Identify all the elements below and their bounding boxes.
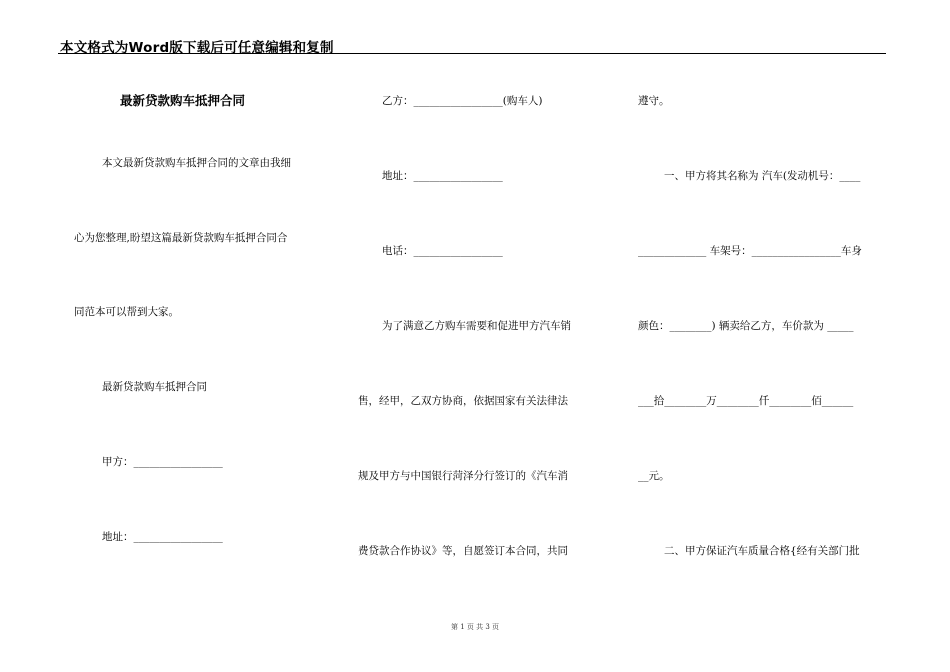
party-b-phone-field: 电话：_________________: [382, 245, 503, 257]
clause-1-line-2: _____________ 车架号：_________________车身: [638, 245, 862, 257]
preamble-line-4: 费贷款合作协议》等，自愿签订本合同，共同: [358, 545, 568, 557]
preamble-line-2: 售，经甲，乙双方协商，依据国家有关法律法: [358, 395, 568, 407]
party-a-address-field: 地址：_________________: [102, 531, 223, 543]
page-number: 第 1 页 共 3 页: [450, 623, 500, 631]
party-b-address-field: 地址：_________________: [382, 170, 503, 182]
contract-heading: 最新贷款购车抵押合同: [102, 381, 207, 393]
intro-line-3: 同范本可以帮到大家。: [74, 306, 179, 318]
clause-1-line-4: ___拾________万________仟________佰______: [638, 395, 854, 407]
clause-1-line-1: 一、甲方将其名称为 汽车(发动机号：____: [664, 170, 861, 182]
party-a-field: 甲方：_________________: [102, 456, 223, 468]
document-title: 最新贷款购车抵押合同: [120, 93, 246, 108]
preamble-line-1: 为了满意乙方购车需要和促进甲方汽车销: [382, 320, 571, 332]
banner-divider: [58, 53, 886, 54]
preamble-line-5: 遵守。: [638, 95, 670, 107]
clause-1-line-3: 颜色：________) 辆卖给乙方，车价款为 _____: [638, 320, 854, 332]
intro-line-2: 心为您整理,盼望这篇最新贷款购车抵押合同合: [74, 232, 288, 244]
clause-2-line-1: 二、甲方保证汽车质量合格{经有关部门批: [664, 545, 860, 557]
clause-1-line-5: __元。: [638, 470, 670, 482]
preamble-line-3: 规及甲方与中国银行菏泽分行签订的《汽车消: [358, 470, 568, 482]
party-b-field: 乙方：_________________(购车人): [382, 95, 543, 107]
document-banner: 本文格式为Word版下载后可任意编辑和复制: [60, 40, 334, 56]
intro-line-1: 本文最新贷款购车抵押合同的文章由我细: [102, 157, 291, 169]
